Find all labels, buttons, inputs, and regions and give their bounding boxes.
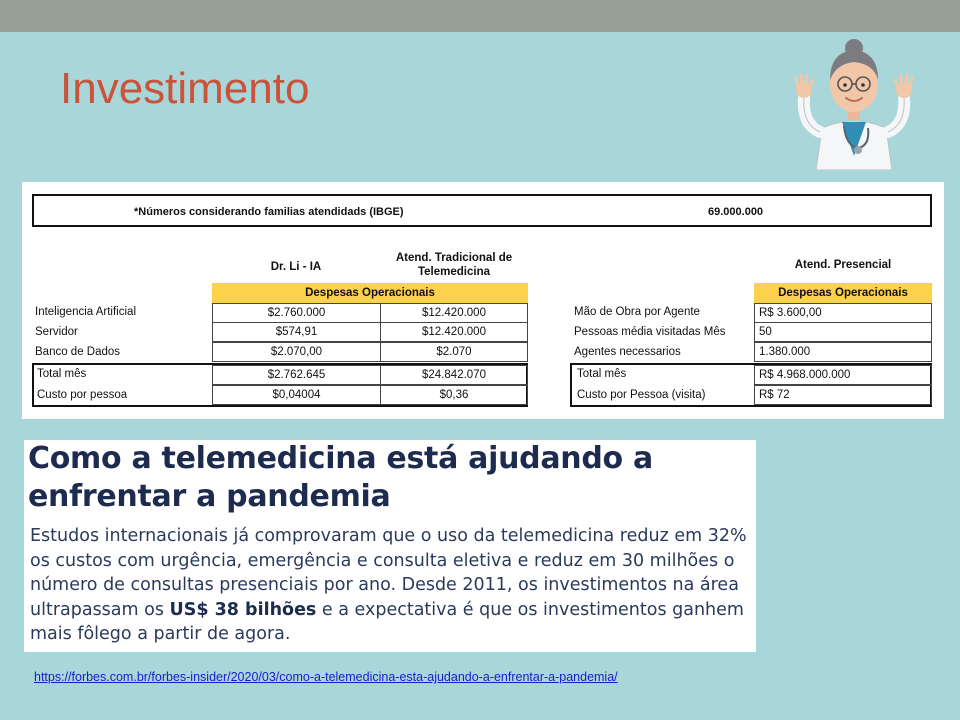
cell-total: $2.762.645 bbox=[212, 365, 381, 385]
row-label: Agentes necessarios bbox=[574, 346, 681, 358]
row-label-per-person: Custo por pessoa bbox=[37, 389, 128, 401]
right-section-header: Despesas Operacionais bbox=[754, 283, 932, 303]
row-label: Pessoas média visitadas Mês bbox=[574, 326, 726, 338]
article-body bbox=[30, 524, 755, 647]
cell-total: $24.842.070 bbox=[380, 365, 528, 385]
article-body-highlight: US$ 38 bilhões bbox=[169, 599, 317, 620]
cell-value: $574,91 bbox=[212, 322, 381, 342]
cell-per-person: $0,36 bbox=[380, 385, 528, 405]
source-link[interactable]: https://forbes.com.br/forbes-insider/2020/03/como-a-telemedicina-esta-ajudando-a-enfrentar-a-pandemia/ bbox=[34, 670, 618, 684]
table-header-box bbox=[32, 194, 932, 227]
cell-value: R$ 3.600,00 bbox=[754, 303, 932, 323]
article-headline: Como a telemedicina está ajudando a enfrentar a pandemia bbox=[28, 441, 653, 514]
row-label-total: Total mês bbox=[577, 368, 627, 380]
article-body-text: Estudos internacionais já comprovaram que o uso da telemedicina reduz em 32% os custos com urgência, emergência e consulta eletiva e reduz em 30 milhões o número de consultas presenciais por ano. Desde 2011, os investimentos na área ultrapassam os bbox=[30, 526, 747, 620]
cell-per-person: $0,04004 bbox=[212, 385, 381, 405]
col-header-traditional: Atend. Tradicional de Telemedicina bbox=[395, 252, 513, 278]
top-bar bbox=[0, 0, 960, 32]
slide-title: Investimento bbox=[60, 64, 310, 113]
families-count: 69.000.000 bbox=[708, 206, 764, 218]
left-section-header: Despesas Operacionais bbox=[212, 283, 528, 303]
col-header-dr-li: Dr. Li - IA bbox=[270, 261, 322, 273]
row-label: Banco de Dados bbox=[35, 346, 121, 358]
investment-table bbox=[22, 182, 944, 419]
cell-value: $12.420.000 bbox=[380, 322, 528, 342]
article-excerpt bbox=[24, 440, 756, 652]
article-body-text-end: e a expectativa é que os investimentos ganhem mais fôlego a partir de agora. bbox=[30, 599, 744, 644]
cell-total: R$ 4.968.000.000 bbox=[754, 365, 932, 385]
families-note: *Números considerando familias atendidads (IBGE) bbox=[134, 206, 404, 218]
row-label: Servidor bbox=[35, 326, 78, 338]
cell-value: 1.380.000 bbox=[754, 342, 932, 362]
cell-value: $2.760.000 bbox=[212, 303, 381, 323]
col-header-presencial: Atend. Presencial bbox=[794, 259, 892, 271]
row-label-total: Total mês bbox=[37, 368, 87, 380]
row-label: Inteligencia Artificial bbox=[35, 306, 136, 318]
cell-value: 50 bbox=[754, 322, 932, 342]
cell-per-person: R$ 72 bbox=[754, 385, 932, 405]
cell-value: $2.070 bbox=[380, 342, 528, 362]
cell-value: $12.420.000 bbox=[380, 303, 528, 323]
cell-value: $2.070,00 bbox=[212, 342, 381, 362]
doctor-cartoon-icon bbox=[786, 36, 922, 170]
row-label-per-person: Custo por Pessoa (visita) bbox=[577, 389, 706, 401]
row-label: Mão de Obra por Agente bbox=[574, 306, 700, 318]
